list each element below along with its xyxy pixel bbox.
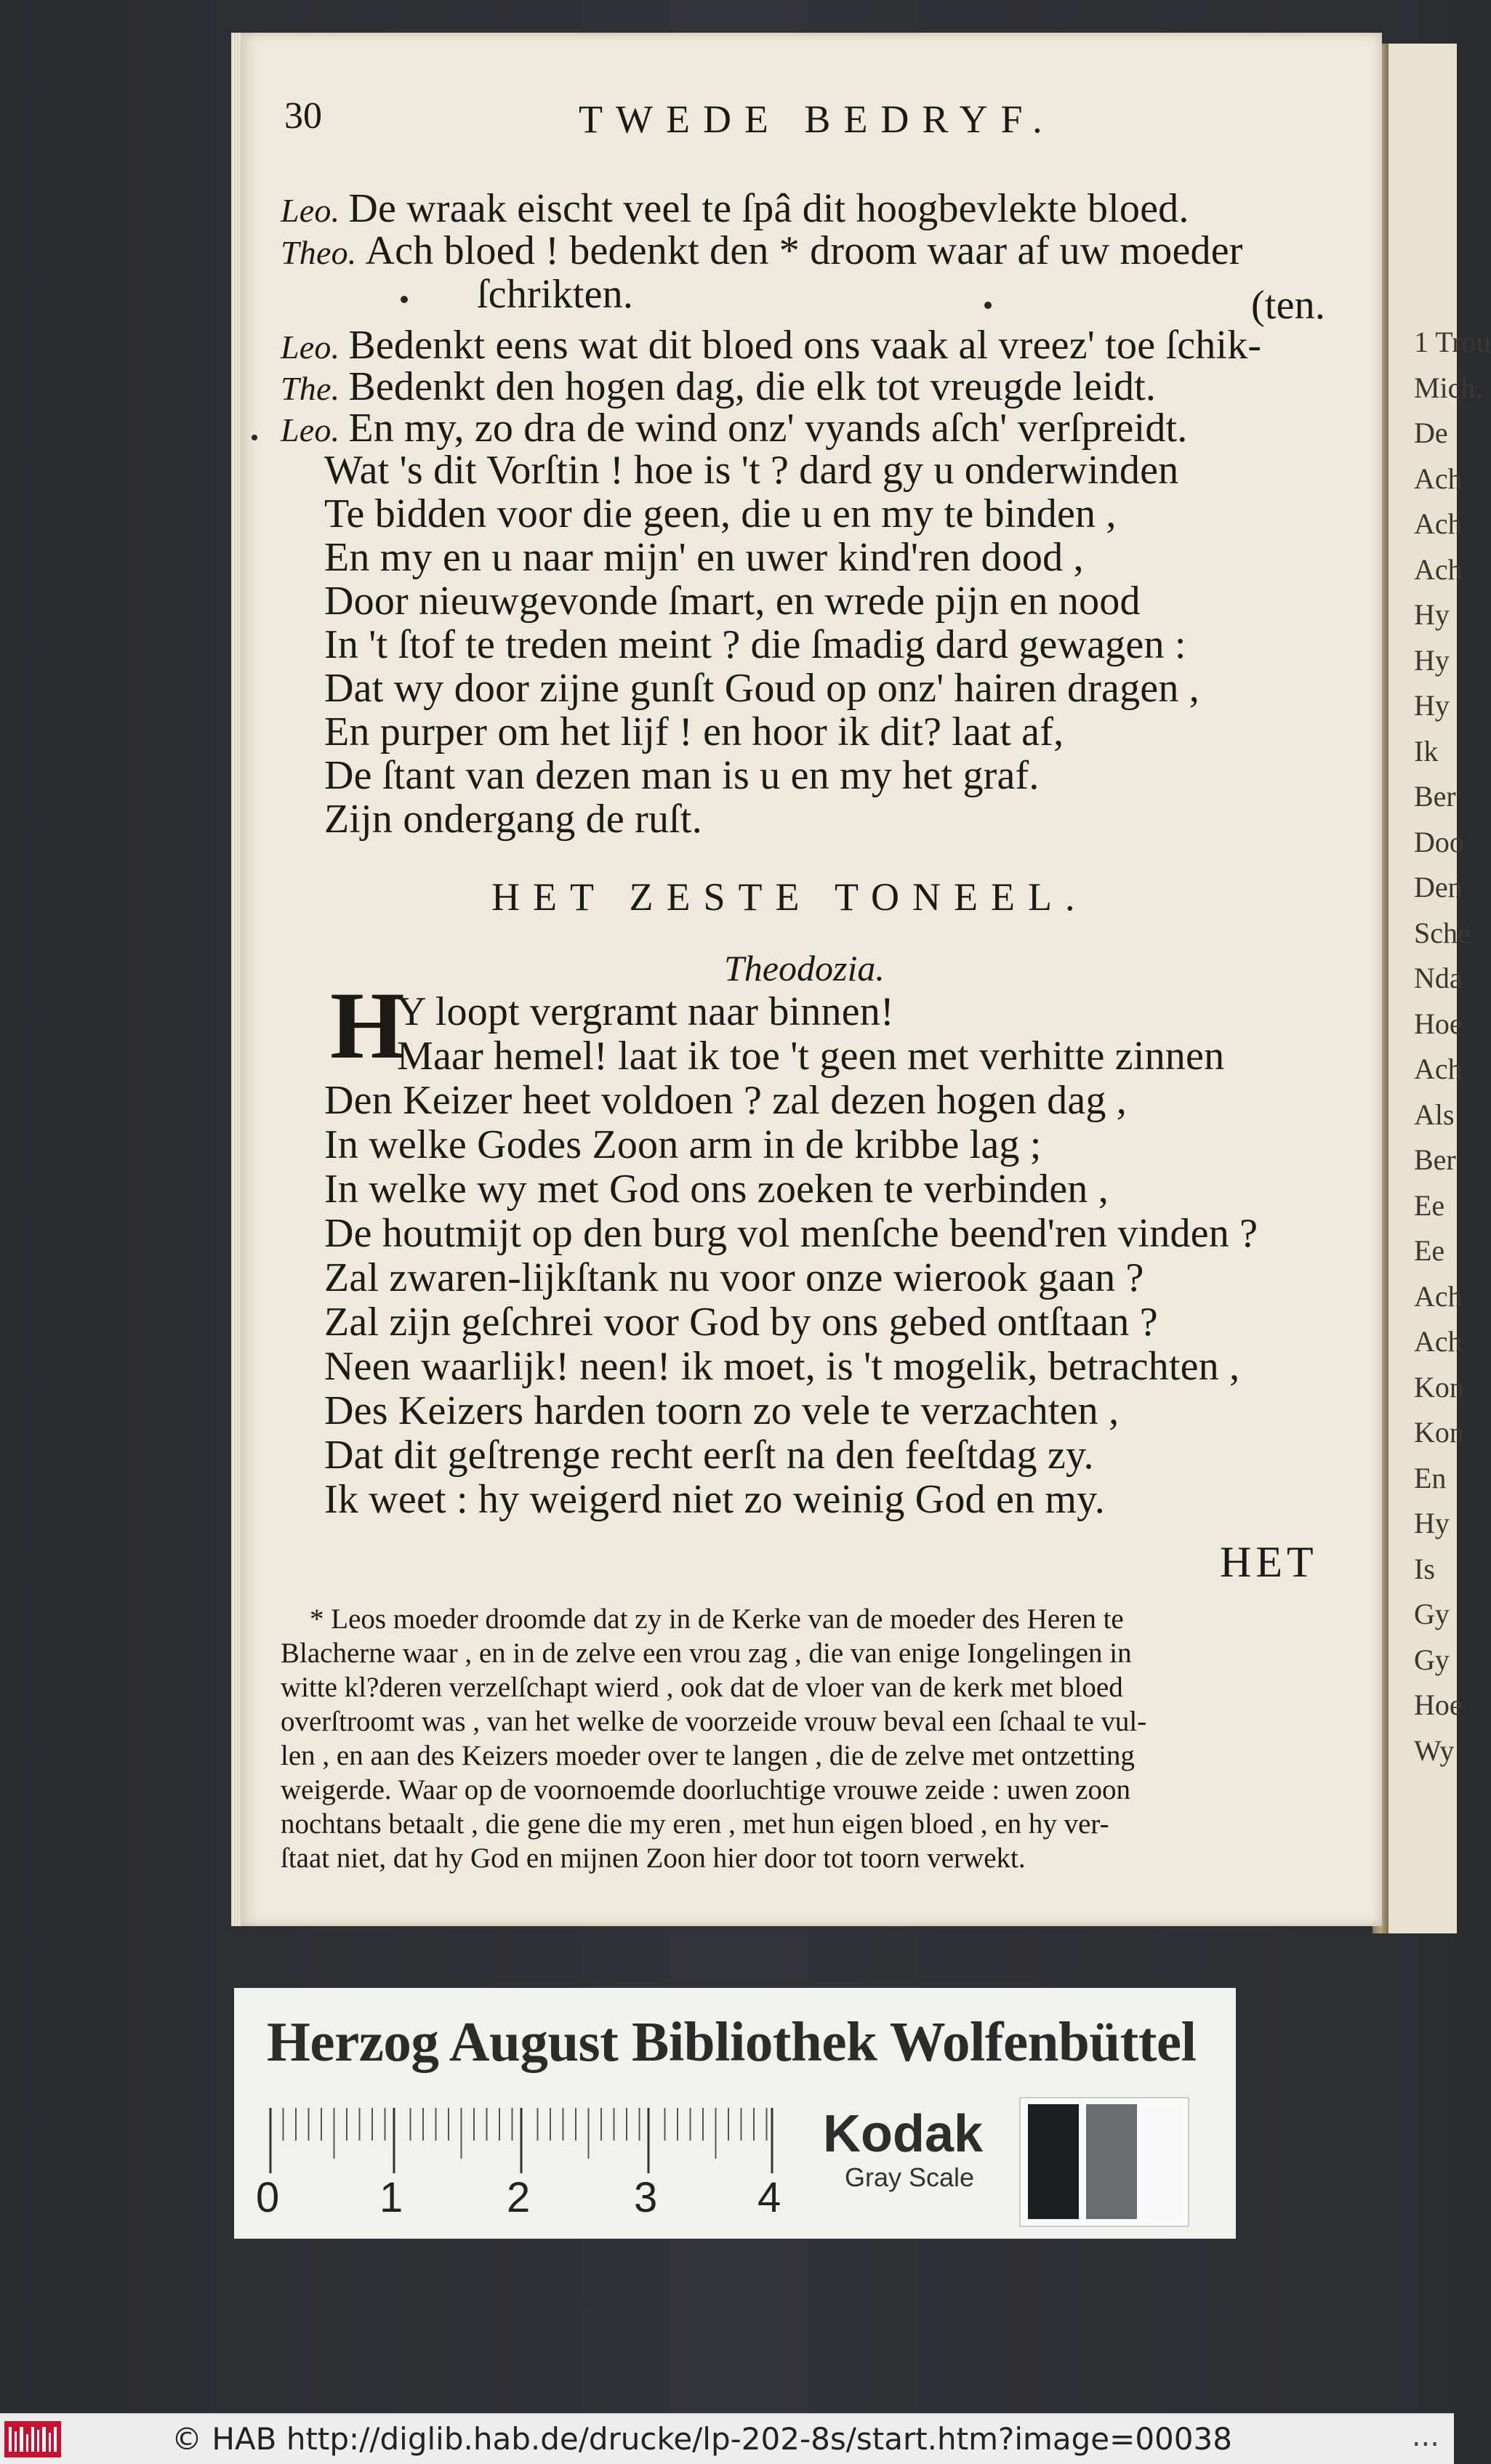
dialogue-line <box>324 491 1117 537</box>
speaker-name: Leo. <box>281 329 340 366</box>
footnote-line: * Leos moeder droomde dat zy in de Kerke van de moeder des Heren te <box>310 1603 1124 1635</box>
facing-page-fragment: Ik <box>1414 734 1439 768</box>
dialogue-text: En purper om het lijf ! en hoor ik dit? laat af, <box>324 709 1064 754</box>
barcode-logo-icon <box>4 2421 61 2457</box>
dialogue-line <box>281 405 1188 451</box>
facing-page-fragment: Ach <box>1414 1052 1463 1085</box>
facing-page-fragment: Is <box>1414 1552 1435 1585</box>
ink-speck <box>984 302 992 309</box>
verse-line: In welke wy met God ons zoeken te verbinden , <box>324 1167 1109 1212</box>
dialogue-line <box>281 185 1189 232</box>
dropcap-letter: H <box>330 972 405 1079</box>
speaker-name: Leo. <box>281 192 340 229</box>
facing-page-fragment: Ber <box>1414 780 1456 813</box>
verse-line: Maar hemel! laat ik toe 't geen met verhitte zinnen <box>397 1034 1225 1079</box>
card-title: Herzog August Bibliothek Wolfenbüttel <box>267 2010 1197 2073</box>
footnote-line: witte kl?deren verzelſchapt wierd , ook dat de vloer van de kerk met bloed <box>281 1672 1123 1703</box>
gray-swatches <box>1019 2097 1189 2227</box>
ruler-scale <box>270 2108 830 2173</box>
dialogue-line <box>281 322 1261 369</box>
facing-page-fragment: Hoe <box>1414 1007 1463 1040</box>
facing-page-fragment: En <box>1414 1461 1447 1494</box>
verse-line: De houtmijt op den burg vol menſche beend'ren vinden ? <box>324 1211 1258 1256</box>
footnote-line: overſtroomt was , van het welke de voorzeide vrouw beval een ſchaal te vul- <box>281 1706 1147 1737</box>
facing-page-fragment: 1 Trou <box>1414 326 1491 358</box>
facing-page-fragment: Ee <box>1414 1188 1445 1222</box>
dialogue-line <box>477 271 633 318</box>
dialogue-text: Wat 's dit Vorſtin ! hoe is 't ? dard gy u onderwinden <box>324 448 1179 493</box>
dialogue-line <box>324 665 1199 712</box>
footnote-line: len , en aan des Keizers moeder over te langen , die de zelve met ontzetting <box>281 1740 1135 1771</box>
dialogue-text: (ten. <box>1251 283 1326 328</box>
footnote-line: ſtaat niet, dat hy God en mijnen Zoon hier door tot toorn verwekt. <box>281 1843 1026 1874</box>
dialogue-text: Bedenkt den hogen dag, die elk tot vreugde leidt. <box>348 364 1157 409</box>
dialogue-line <box>324 447 1178 494</box>
verse-line: In welke Godes Zoon arm in de kribbe lag ; <box>324 1122 1042 1167</box>
facing-page-fragment: Mich. <box>1414 371 1483 404</box>
dialogue-line <box>1251 282 1325 329</box>
scale-number: 4 <box>757 2174 781 2221</box>
dialogue-text: De ſtant van dezen man is u en my het graf. <box>324 753 1040 798</box>
dialogue-line <box>324 621 1186 668</box>
book-page <box>233 33 1382 1926</box>
page-number: 30 <box>284 95 322 137</box>
verse-line: Den Keizer heet voldoen ? zal dezen hogen dag , <box>324 1078 1127 1123</box>
scene-character: Theodozia. <box>724 948 885 989</box>
ink-speck <box>252 435 257 440</box>
facing-page-fragment: Den <box>1414 871 1463 903</box>
verse-line: Des Keizers harden toorn zo vele te verzachten , <box>324 1388 1120 1433</box>
scene-heading: HET ZESTE TONEEL. <box>491 875 1088 919</box>
speaker-name: Leo. <box>281 411 340 448</box>
facing-page-fragment: Ach <box>1414 552 1463 586</box>
dialogue-text: De wraak eischt veel te ſpâ dit hoogbevlekte bloed. <box>348 186 1189 231</box>
footnote-line: nochtans betaalt , die gene die my eren , met hun eigen bloed , en hy ver- <box>281 1808 1109 1840</box>
dialogue-text: Dat wy door zijne gunſt Goud op onz' hairen dragen , <box>324 666 1199 711</box>
dialogue-line <box>324 752 1040 799</box>
dialogue-text: Te bidden voor die geen, die u en my te binden , <box>324 491 1117 536</box>
facing-page-fragment: Wy <box>1414 1734 1455 1767</box>
scale-number: 0 <box>256 2174 280 2221</box>
footnote-line: Blacherne waar , en in de zelve een vrou zag , die van enige Iongelingen in <box>281 1638 1132 1669</box>
facing-page-fragment: Ach <box>1414 462 1463 495</box>
facing-page-fragment: Hy <box>1414 598 1450 631</box>
facing-page-fragment: Sche <box>1414 916 1471 949</box>
dialogue-line <box>324 709 1064 755</box>
facing-page-fragment: Hy <box>1414 1507 1450 1539</box>
swatch-white <box>1144 2104 1182 2219</box>
facing-page-fragment: Nda <box>1414 962 1463 994</box>
scale-number: 3 <box>634 2174 658 2221</box>
dialogue-line <box>324 534 1084 581</box>
dialogue-line <box>281 228 1243 274</box>
kodak-logo-text: Kodak <box>823 2105 984 2163</box>
dialogue-text: En my, zo dra de wind onz' vyands aſch' verſpreidt. <box>348 406 1188 451</box>
dialogue-text: Zijn ondergang de ruſt. <box>324 797 702 842</box>
verse-line: Y loopt vergramt naar binnen! <box>397 989 894 1034</box>
dialogue-text: Door nieuwgevonde ſmart, en wrede pijn en nood <box>324 579 1141 624</box>
facing-page-fragment: Gy <box>1414 1643 1450 1676</box>
verse-line: Zal zijn geſchrei voor God by ons gebed ontſtaan ? <box>324 1300 1158 1345</box>
facing-page-fragment: De <box>1414 416 1448 449</box>
facing-page-text <box>1414 320 1491 1773</box>
facing-page-fragment: Hy <box>1414 643 1450 677</box>
page-text <box>237 33 1382 1926</box>
facing-page-fragment: Doo <box>1414 825 1464 858</box>
dialogue-text: ſchrikten. <box>477 272 634 317</box>
facing-page-fragment: Ach <box>1414 1325 1463 1358</box>
dialogue-text: Ach bloed ! bedenkt den * droom waar af uw moeder <box>365 228 1243 273</box>
gray-scale-label: Gray Scale <box>845 2162 975 2192</box>
dialogue-line <box>324 578 1141 624</box>
facing-page-fragment: Als <box>1414 1098 1455 1131</box>
viewer-footer <box>0 2413 1454 2464</box>
scale-number: 1 <box>379 2174 403 2221</box>
facing-page-fragment: Ach <box>1414 1279 1463 1313</box>
facing-page-fragment: Ber <box>1414 1143 1456 1176</box>
verse-line: Ik weet : hy weigerd niet zo weinig God en my. <box>324 1477 1105 1522</box>
facing-page-fragment: Ee <box>1414 1234 1445 1267</box>
verse-line: Neen waarlijk! neen! ik moet, is 't mogelik, betrachten , <box>324 1344 1240 1389</box>
running-head: TWEDE BEDRYF. <box>579 97 1056 141</box>
facing-page-fragment: Ach <box>1414 507 1463 540</box>
facing-page-fragment: Gy <box>1414 1598 1450 1630</box>
swatch-black <box>1028 2104 1079 2219</box>
dialogue-line <box>324 796 702 842</box>
speaker-name: The. <box>281 370 340 407</box>
footer-citation-link[interactable]: © HAB http://diglib.hab.de/drucke/lp-202-8s/start.htm?image=00038 <box>172 2421 1232 2457</box>
facing-page-fragment: Kon <box>1414 1370 1464 1404</box>
more-menu-button[interactable]: ... <box>1411 2420 1439 2453</box>
page-edge <box>231 33 241 1926</box>
verse-line: Dat dit geſtrenge recht eerſt na den feeſtdag zy. <box>324 1433 1094 1478</box>
facing-page-fragment: Hoe <box>1414 1688 1463 1721</box>
scale-number: 2 <box>507 2174 531 2221</box>
speaker-name: Theo. <box>281 234 357 271</box>
verse-line: Zal zwaren-lijkſtank nu voor onze wierook gaan ? <box>324 1255 1144 1300</box>
color-card <box>234 1988 1236 2239</box>
ink-speck <box>401 296 408 303</box>
dialogue-line <box>281 363 1156 410</box>
dialogue-text: In 't ſtof te treden meint ? die ſmadig dard gewagen : <box>324 622 1186 667</box>
footnote-line: weigerde. Waar op de voornoemde doorluchtige vrouwe zeide : uwen zoon <box>281 1774 1130 1805</box>
dialogue-text: Bedenkt eens wat dit bloed ons vaak al vreez' toe ſchik- <box>348 323 1262 368</box>
facing-page-fragment: Hy <box>1414 689 1450 722</box>
facing-page-fragment: Kon <box>1414 1416 1464 1449</box>
swatch-gray <box>1086 2104 1137 2219</box>
catchword: HET <box>1220 1538 1318 1586</box>
dialogue-text: En my en u naar mijn' en uwer kind'ren dood , <box>324 535 1084 580</box>
